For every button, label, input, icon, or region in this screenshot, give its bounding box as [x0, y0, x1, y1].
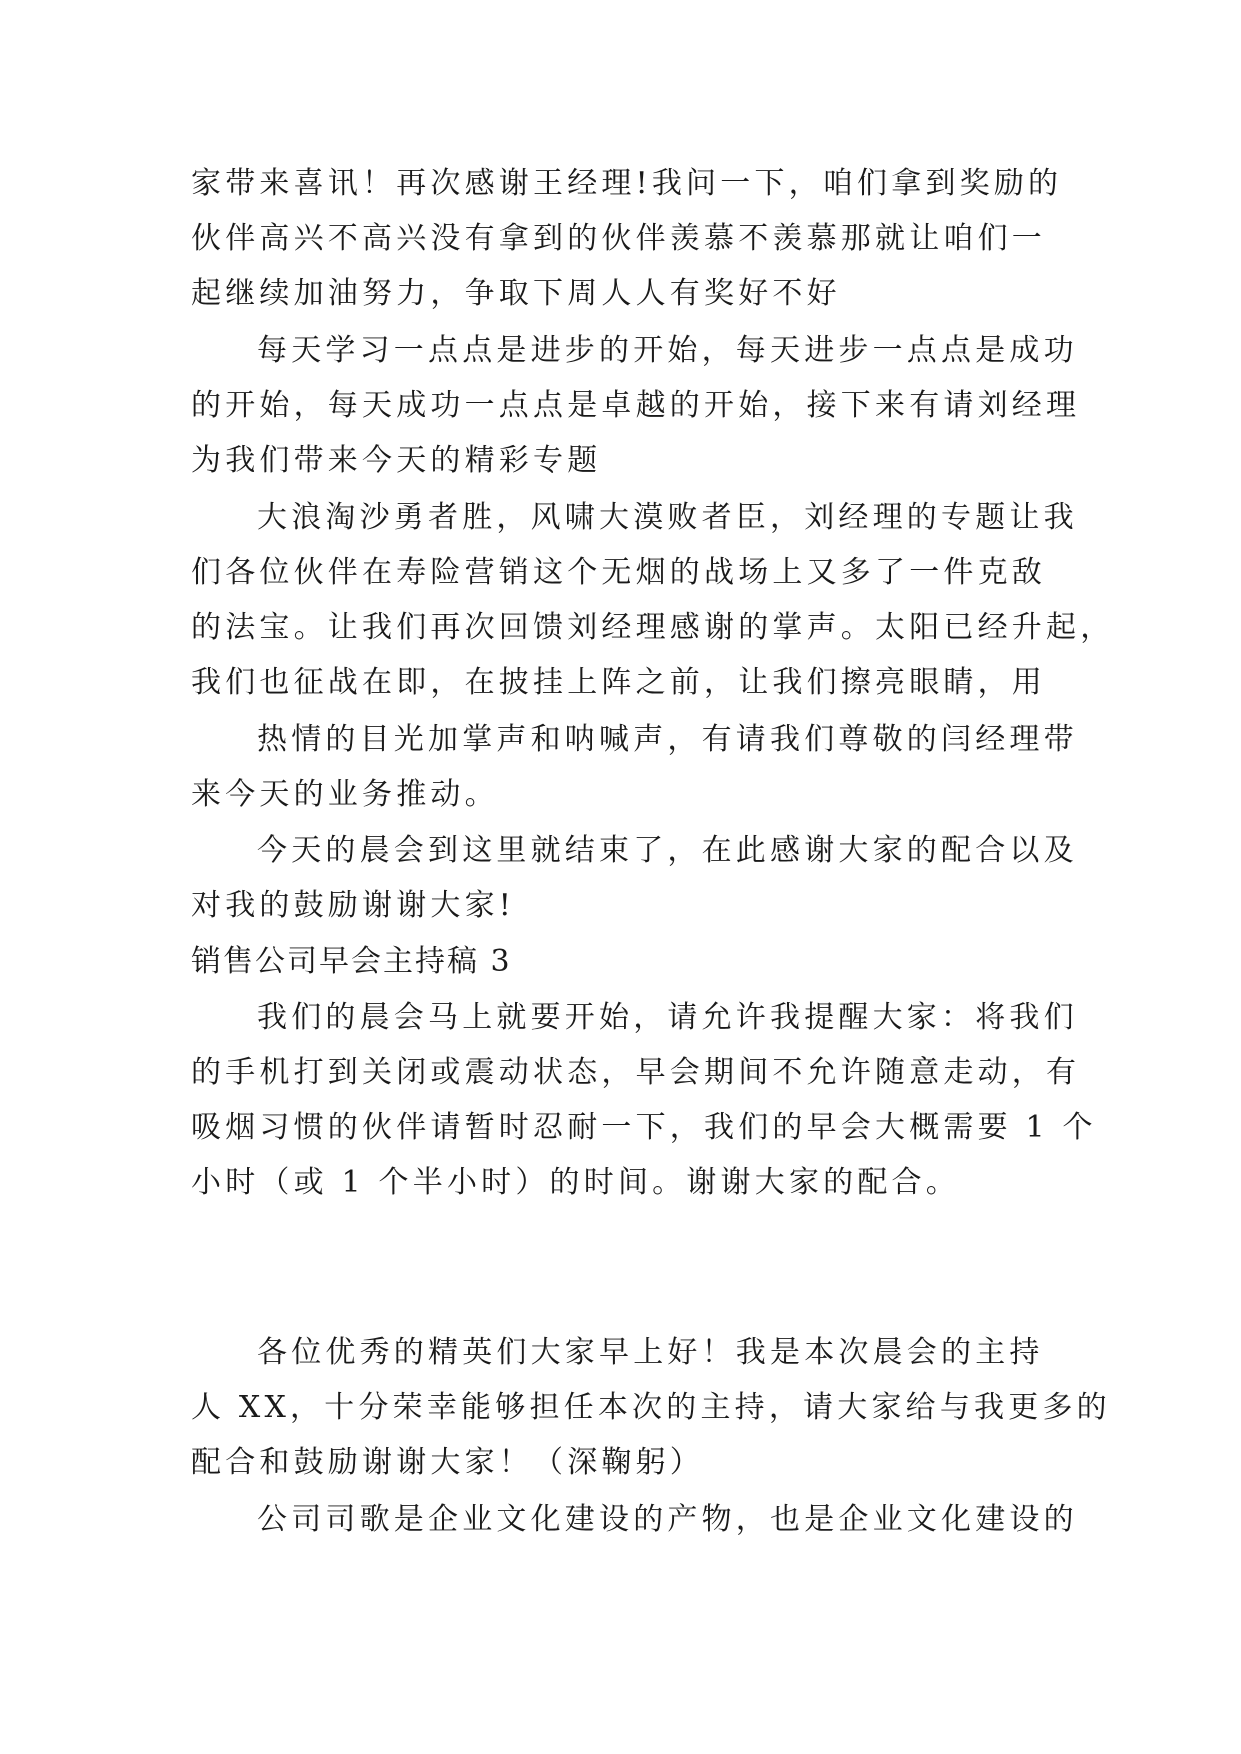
paragraph-line: 小时（或 1 个半小时）的时间。谢谢大家的配合。 — [191, 1165, 960, 1200]
paragraph-line: 我们的晨会马上就要开始，请允许我提醒大家：将我们 — [257, 1000, 1078, 1035]
paragraph-line: 来今天的业务推动。 — [191, 777, 499, 812]
paragraph-line: 起继续加油努力，争取下周人人有奖好不好 — [191, 276, 841, 311]
paragraph-4 — [191, 712, 1078, 822]
paragraph-line: 家带来喜讯！再次感谢王经理!我问一下，咱们拿到奖励的 — [191, 166, 1063, 201]
paragraph-1 — [191, 156, 1063, 321]
paragraph-line: 的法宝。让我们再次回馈刘经理感谢的掌声。太阳已经升起， — [191, 610, 1115, 645]
paragraph-line: 们各位伙伴在寿险营销这个无烟的战场上又多了一件克敌 — [191, 555, 1046, 590]
paragraph-line: 吸烟习惯的伙伴请暂时忍耐一下，我们的早会大概需要 1 个 — [191, 1110, 1097, 1145]
paragraph-line: 配合和鼓励谢谢大家！（深鞠躬） — [191, 1445, 704, 1480]
paragraph-5 — [191, 823, 1078, 933]
paragraph-line: 的手机打到关闭或震动状态，早会期间不允许随意走动，有 — [191, 1055, 1081, 1090]
paragraph-line: 为我们带来今天的精彩专题 — [191, 443, 602, 478]
paragraph-7 — [191, 1325, 1111, 1490]
paragraph-2 — [191, 323, 1081, 488]
paragraph-3 — [191, 490, 1115, 710]
paragraph-line: 大浪淘沙勇者胜，风啸大漠败者臣，刘经理的专题让我 — [257, 500, 1078, 535]
paragraph-line: 人 XX，十分荣幸能够担任本次的主持，请大家给与我更多的 — [191, 1390, 1111, 1425]
paragraph-line: 每天学习一点点是进步的开始，每天进步一点点是成功 — [257, 333, 1078, 368]
paragraph-line: 今天的晨会到这里就结束了，在此感谢大家的配合以及 — [257, 833, 1078, 868]
paragraph-8 — [191, 1492, 1078, 1547]
paragraph-line: 对我的鼓励谢谢大家! — [191, 888, 516, 923]
paragraph-line: 伙伴高兴不高兴没有拿到的伙伴羡慕不羡慕那就让咱们一 — [191, 221, 1046, 256]
paragraph-line: 各位优秀的精英们大家早上好！我是本次晨会的主持 — [257, 1335, 1044, 1370]
paragraph-6 — [191, 990, 1097, 1210]
paragraph-line: 的开始，每天成功一点点是卓越的开始，接下来有请刘经理 — [191, 388, 1081, 423]
paragraph-line: 公司司歌是企业文化建设的产物，也是企业文化建设的 — [257, 1502, 1078, 1537]
paragraph-line: 我们也征战在即，在披挂上阵之前，让我们擦亮眼睛，用 — [191, 665, 1046, 700]
paragraph-line: 热情的目光加掌声和呐喊声，有请我们尊敬的闫经理带 — [257, 722, 1078, 757]
section-heading: 销售公司早会主持稿 3 — [191, 944, 512, 979]
